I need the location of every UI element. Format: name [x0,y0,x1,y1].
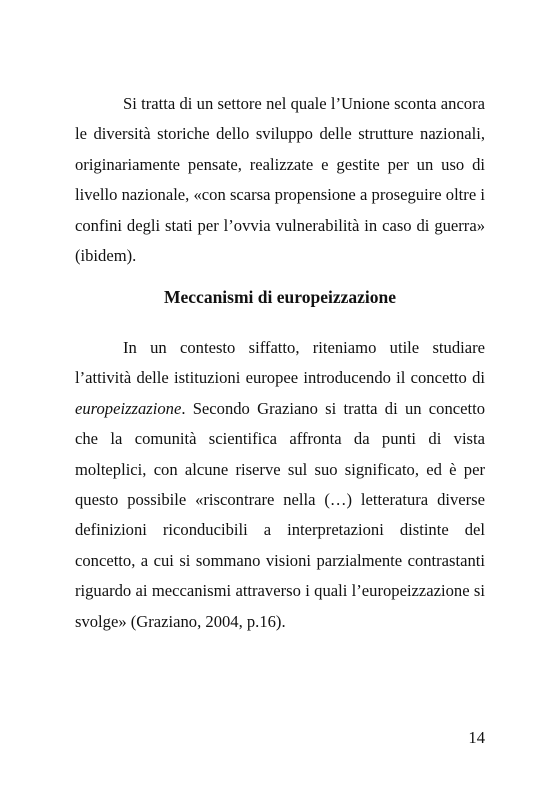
paragraph-2-text-end: . Secondo Graziano si tratta di un concetto che la comunità scientifica affronta da punti di vista molteplici, con alcune riserve sul suo significato, ed è per questo possibile «riscontrare nella (…) letteratura diverse definizioni riconducibili a interpretazioni distinte del concetto, a cui si sommano visioni parzialmente contrastanti riguardo ai meccanismi attraverso i quali l’europeizzazione si svolge» (Graziano, 2004, p.16). [75,398,485,631]
body-paragraph-1: Si tratta di un settore nel quale l’Unione sconta ancora le diversità storiche dello sviluppo delle strutture nazionali, originariamente pensate, realizzate e gestite per un uso di livello nazionale, «con scarsa propensione a proseguire oltre i confini degli stati per l’ovvia vulnerabilità in caso di guerra» (ibidem). [75,94,485,266]
emphasized-term: europeizzazione [75,398,182,418]
section-heading: Meccanismi di europeizzazione [164,287,396,307]
body-paragraph-2 [75,333,485,637]
paragraph-2-text-start: In un contesto siffatto, riteniamo utile studiare l’attività delle istituzioni europee introducendo il concetto di [75,338,485,388]
page-number: 14 [468,728,485,747]
